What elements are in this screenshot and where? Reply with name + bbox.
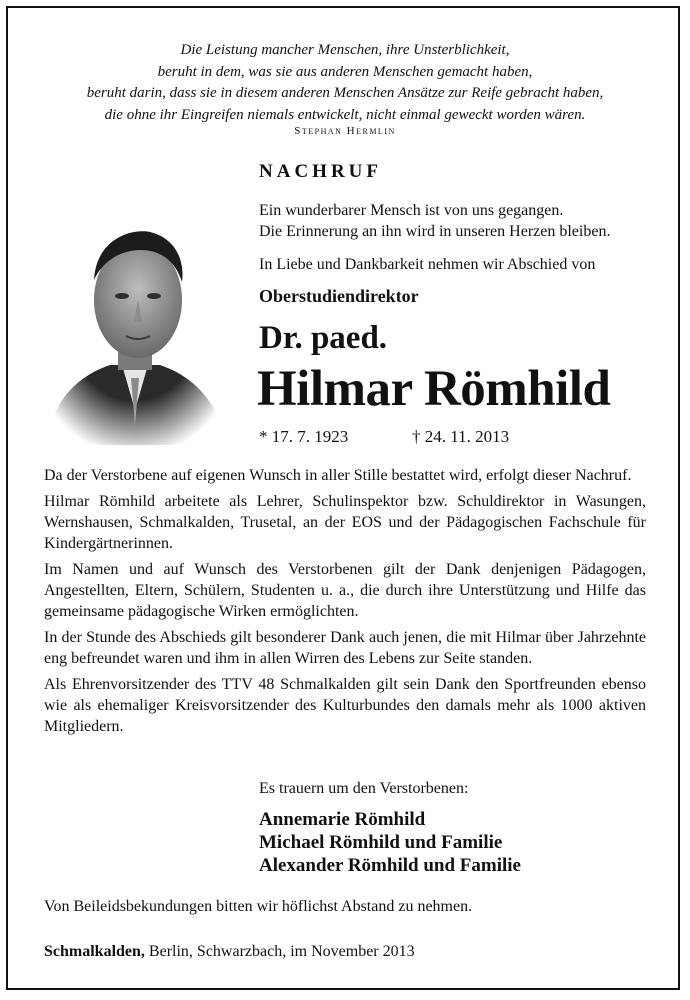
condolence-request: Von Beileidsbekundungen bitten wir höflichst Abstand zu nehmen.: [44, 898, 473, 915]
body-paragraph: Da der Verstorbene auf eigenen Wunsch in aller Stille bestattet wird, erfolgt dieser Nachruf.: [44, 467, 632, 484]
quote-line: beruht darin, dass sie in diesem anderen Menschen Ansätze zur Reife gebracht haben,: [86, 85, 604, 101]
quote-line: die ohne ihr Eingreifen niemals entwickelt, nicht einmal geweckt worden wären.: [104, 106, 586, 123]
notice-heading: NACHRUF: [259, 161, 382, 182]
epigraph-quote: [40, 40, 650, 126]
birth-date: * 17. 7. 1923: [259, 427, 349, 446]
body-paragraph: In der Stunde des Abschieds gilt besonderer Dank auch jenen, die mit Hilmar über Jahrzehnte eng befreundet waren und ihm in allen Wirren des Lebens zur Seite standen.: [44, 629, 646, 667]
mourners-list: [259, 808, 521, 877]
deceased-title: Dr. paed.: [259, 320, 388, 356]
place-city: Schmalkalden,: [44, 943, 145, 960]
mourner-name: Michael Römhild und Familie: [259, 832, 503, 853]
body-paragraph: Im Namen und auf Wunsch des Verstorbenen gilt der Dank denjenigen Pädagogen, Angestellten, Eltern, Schülern, Studenten u. a., die durch ihre Unterstützung und Hilfe das gemeinsame pädagogische Wirken ermöglichten.: [44, 561, 646, 620]
body-paragraph: Hilmar Römhild arbeitete als Lehrer, Schulinspektor bzw. Schuldirektor in Wasungen, Wernshausen, Schmalkalden, Trusetal, an der EOS und der Pädagogischen Fachschule für Kindergärtnerinnen.: [44, 493, 646, 552]
intro-text: [259, 200, 610, 242]
mourner-name: Annemarie Römhild: [259, 809, 426, 830]
quote-line: Die Leistung mancher Menschen, ihre Unsterblichkeit,: [180, 42, 510, 58]
farewell-line: In Liebe und Dankbarkeit nehmen wir Abschied von: [259, 256, 596, 273]
place-date-line: [44, 943, 415, 961]
mourner-name: Alexander Römhild und Familie: [259, 855, 521, 876]
quote-author: Stephan Hermlin: [294, 125, 396, 137]
intro-line: Ein wunderbarer Mensch ist von uns gegangen.: [259, 202, 564, 219]
mourners-intro: Es trauern um den Verstorbenen:: [259, 780, 469, 797]
intro-line: Die Erinnerung an ihn wird in unseren Herzen bleiben.: [259, 223, 611, 240]
portrait-photo: [40, 210, 230, 445]
notice-body: [44, 465, 646, 742]
quote-line: beruht in dem, was sie aus anderen Menschen gemacht haben,: [157, 63, 533, 80]
body-paragraph: Als Ehrenvorsitzender des TTV 48 Schmalkalden gilt sein Dank den Sportfreunden ebenso wie als ehemaliger Kreisvorsitzender des Kulturbundes den damals mehr als 1000 aktiven Mitgliedern.: [44, 676, 646, 735]
death-date: † 24. 11. 2013: [412, 427, 510, 446]
deceased-rank: Oberstudiendirektor: [259, 286, 419, 306]
deceased-name: Hilmar Römhild: [257, 361, 611, 417]
place-rest: Berlin, Schwarzbach, im November 2013: [144, 943, 415, 960]
